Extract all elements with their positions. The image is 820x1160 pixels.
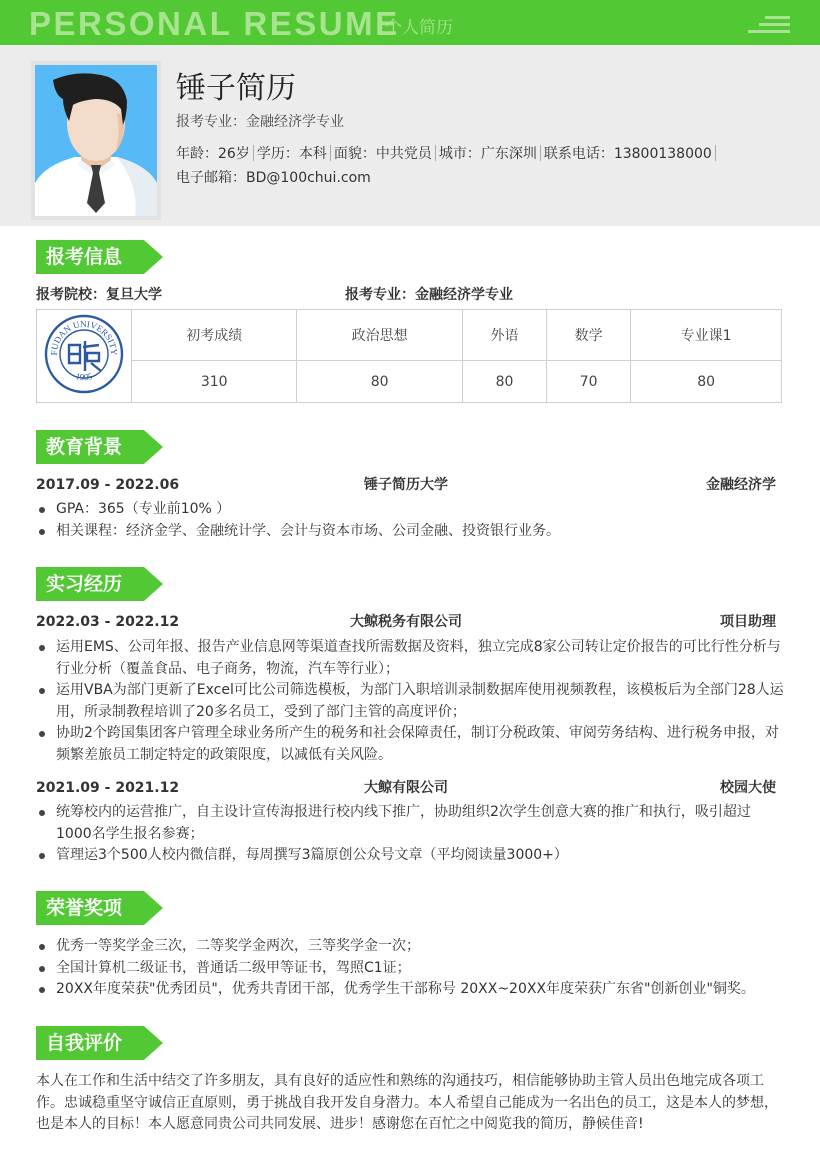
job-details	[36, 802, 786, 867]
table-header-row	[37, 310, 782, 361]
column-header: 外语	[462, 310, 546, 361]
divider	[330, 145, 331, 161]
section-header-self-eval	[36, 1026, 163, 1060]
column-header: 专业课1	[631, 310, 782, 361]
info-city: 城市：广东深圳	[438, 146, 537, 162]
exam-target	[36, 285, 776, 305]
score-table	[36, 309, 782, 403]
info-email: 电子邮箱：BD@100chui.com	[176, 170, 371, 186]
job-period: 2022.03 - 2022.12	[36, 614, 180, 630]
basic-info	[176, 144, 719, 164]
job-period: 2021.09 - 2021.12	[36, 780, 180, 796]
score-cell: 80	[462, 361, 546, 403]
job-role: 项目助理	[720, 614, 776, 630]
male-avatar-icon	[35, 65, 157, 216]
divider	[435, 145, 436, 161]
job-company: 大鲸有限公司	[364, 780, 448, 796]
score-cell: 310	[132, 361, 297, 403]
list-item: 运用EMS、公司年报、报告产业信息网等渠道查找所需数据及资料，独立完成8家公司转让定价报告的可比行性分析与行业分析（覆盖食品、电子商务，物流，汽车等行业）；	[36, 637, 786, 680]
column-header: 数学	[547, 310, 631, 361]
list-item: 全国计算机二级证书，普通话二级甲等证书，驾照C1证；	[36, 958, 786, 980]
list-item: 统筹校内的运营推广，自主设计宣传海报进行校内线下推广，协助组织2次学生创意大赛的推广和执行，吸引超过1000名学生报名参赛；	[36, 802, 786, 845]
section-title: 报考信息	[46, 246, 123, 268]
profile-section	[0, 45, 820, 226]
svg-text:FUDAN UNIVERSITY: FUDAN UNIVERSITY	[48, 318, 120, 356]
info-education: 学历：本科	[256, 146, 327, 162]
target-school: 报考院校：复旦大学	[36, 287, 162, 303]
job-company: 大鲸税务有限公司	[350, 614, 462, 630]
svg-text:1905: 1905	[74, 370, 94, 383]
column-header: 初考成绩	[132, 310, 297, 361]
honors-list	[36, 936, 786, 1001]
divider	[253, 145, 254, 161]
education-period: 2017.09 - 2022.06	[36, 477, 180, 493]
list-item: 优秀一等奖学金三次，二等奖学金两次，三等奖学金一次；	[36, 936, 786, 958]
list-item: 运用VBA为部门更新了Excel可比公司筛选模板，为部门入职培训录制数据库使用视频教程，该模板后为全部门28人运用，所录制教程培训了20多名员工，受到了部门主管的高度评价；	[36, 680, 786, 723]
education-details	[36, 499, 786, 542]
info-age: 年龄：26岁	[176, 146, 250, 162]
education-row	[36, 475, 776, 495]
list-item: 管理运3个500人校内微信群，每周撰写3篇原创公众号文章（平均阅读量3000+）	[36, 845, 786, 867]
info-phone: 联系电话：13800138000	[543, 146, 712, 162]
target-major-label: 报考专业：金融经济学专业	[345, 287, 513, 303]
divider	[540, 145, 541, 161]
section-header-education	[36, 430, 163, 464]
job-row	[36, 612, 776, 632]
score-cell: 80	[631, 361, 782, 403]
candidate-name: 锤子简历	[176, 71, 296, 106]
score-cell: 80	[297, 361, 462, 403]
job-row	[36, 778, 776, 798]
score-cell: 70	[547, 361, 631, 403]
education-school: 锤子简历大学	[364, 477, 448, 493]
column-header: 政治思想	[297, 310, 462, 361]
top-banner	[0, 0, 820, 45]
self-evaluation-text: 本人在工作和生活中结交了许多朋友，具有良好的适应性和熟练的沟通技巧，相信能够协助主管人员出色地完成各项工作。忠诚稳重坚守诚信正直原则，勇于挑战自我开发自身潜力。本人希望自己能成为一名出色的员工，这是本人的梦想，也是本人的目标！本人愿意同贵公司共同发展、进步！感谢您在百忙之中阅览我的简历，静候佳音!	[36, 1073, 778, 1132]
section-title: 教育背景	[46, 436, 123, 458]
divider	[715, 145, 716, 161]
fudan-university-logo	[37, 310, 132, 403]
job-details	[36, 637, 786, 766]
table-row	[37, 361, 782, 403]
list-item: 相关课程：经济金学、金融统计学、会计与资本市场、公司金融、投资银行业务。	[36, 521, 786, 543]
list-item: GPA：365（专业前10% ）	[36, 499, 786, 521]
info-political: 面貌：中共党员	[333, 146, 432, 162]
title-cn: 个人简历	[385, 18, 453, 38]
section-title: 自我评价	[46, 1032, 123, 1054]
section-title: 荣誉奖项	[46, 897, 123, 919]
list-item: 协助2个跨国集团客户管理全球业务所产生的税务和社会保障责任，制订分税政策、审阅劳务结构、进行税务申报，对频繁差旅员工制定特定的政策限度，以减低有关风险。	[36, 723, 786, 766]
section-header-internship	[36, 567, 163, 601]
hamburger-menu-icon[interactable]	[746, 14, 790, 34]
title-en: PERSONAL RESUME	[29, 5, 400, 42]
section-header-honors	[36, 891, 163, 925]
section-header-exam	[36, 240, 163, 274]
job-role: 校园大使	[720, 780, 776, 796]
avatar	[31, 61, 161, 220]
education-major: 金融经济学	[706, 477, 776, 493]
list-item: 20XX年度荣获"优秀团员"，优秀共青团干部，优秀学生干部称号 20XX~20XX年度荣获广东省"创新创业"铜奖。	[36, 979, 786, 1001]
section-title: 实习经历	[46, 573, 123, 595]
target-major: 报考专业：金融经济学专业	[176, 114, 344, 130]
